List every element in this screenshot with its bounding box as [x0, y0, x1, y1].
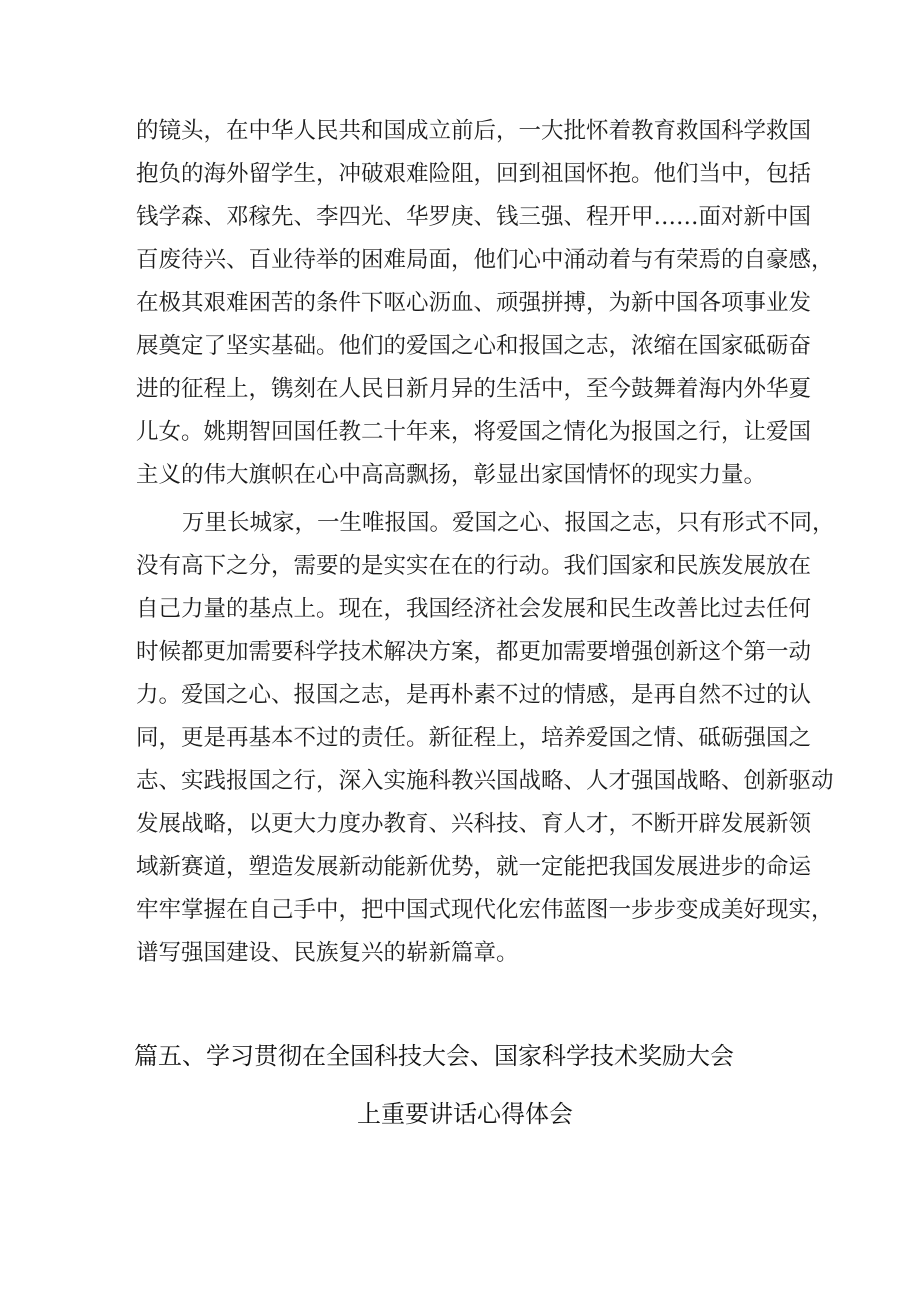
text-line: 时候都更加需要科学技术解决方案，都更加需要增强创新这个第一动 — [136, 639, 812, 665]
text-line: 没有高下之分，需要的是实实在在的行动。我们国家和民族发展放在 — [136, 553, 812, 579]
text-line: 志、实践报国之行，深入实施科教兴国战略、人才强国战略、创新驱动 — [136, 768, 834, 794]
text-line: 抱负的海外留学生，冲破艰难险阻，回到祖国怀抱。他们当中，包括 — [136, 161, 812, 187]
text-line: 儿女。姚期智回国任教二十年来，将爱国之情化为报国之行，让爱国 — [136, 419, 812, 445]
text-line: 谱写强国建设、民族复兴的崭新篇章。 — [136, 940, 519, 966]
text-line: 万里长城家，一生唯报国。爱国之心、报国之志，只有形式不同， — [182, 510, 835, 536]
text-line: 钱学森、邓稼先、李四光、华罗庚、钱三强、程开甲……面对新中国 — [136, 204, 812, 230]
body-paragraph — [136, 110, 834, 497]
text-line: 展奠定了坚实基础。他们的爱国之心和报国之志，浓缩在国家砥砺奋 — [136, 333, 812, 359]
text-line: 在极其艰难困苦的条件下呕心沥血、顽强拼搏，为新中国各项事业发 — [136, 290, 812, 316]
section-heading-continuation: 上重要讲话心得体会 — [357, 1100, 573, 1128]
text-line: 百废待兴、百业待举的困难局面，他们心中涌动着与有荣焉的自豪感， — [136, 247, 834, 273]
text-line: 同，更是再基本不过的责任。新征程上，培养爱国之情、砥砺强国之 — [136, 725, 812, 751]
body-paragraph — [136, 502, 835, 975]
text-line: 主义的伟大旗帜在心中高高飘扬，彰显出家国情怀的现实力量。 — [136, 462, 767, 488]
text-line: 牢牢掌握在自己手中，把中国式现代化宏伟蓝图一步步变成美好现实， — [136, 897, 834, 923]
section-heading: 篇五、学习贯彻在全国科技大会、国家科学技术奖励大会 — [134, 1042, 734, 1070]
text-line: 力。爱国之心、报国之志，是再朴素不过的情感，是再自然不过的认 — [136, 682, 812, 708]
text-line: 域新赛道，塑造发展新动能新优势，就一定能把我国发展进步的命运 — [136, 854, 812, 880]
text-line: 的镜头，在中华人民共和国成立前后，一大批怀着教育救国科学救国 — [136, 118, 812, 144]
text-line: 自己力量的基点上。现在，我国经济社会发展和民生改善比过去任何 — [136, 596, 812, 622]
text-line: 进的征程上，镌刻在人民日新月异的生活中，至今鼓舞着海内外华夏 — [136, 376, 812, 402]
text-line: 发展战略，以更大力度办教育、兴科技、育人才，不断开辟发展新领 — [136, 811, 812, 837]
